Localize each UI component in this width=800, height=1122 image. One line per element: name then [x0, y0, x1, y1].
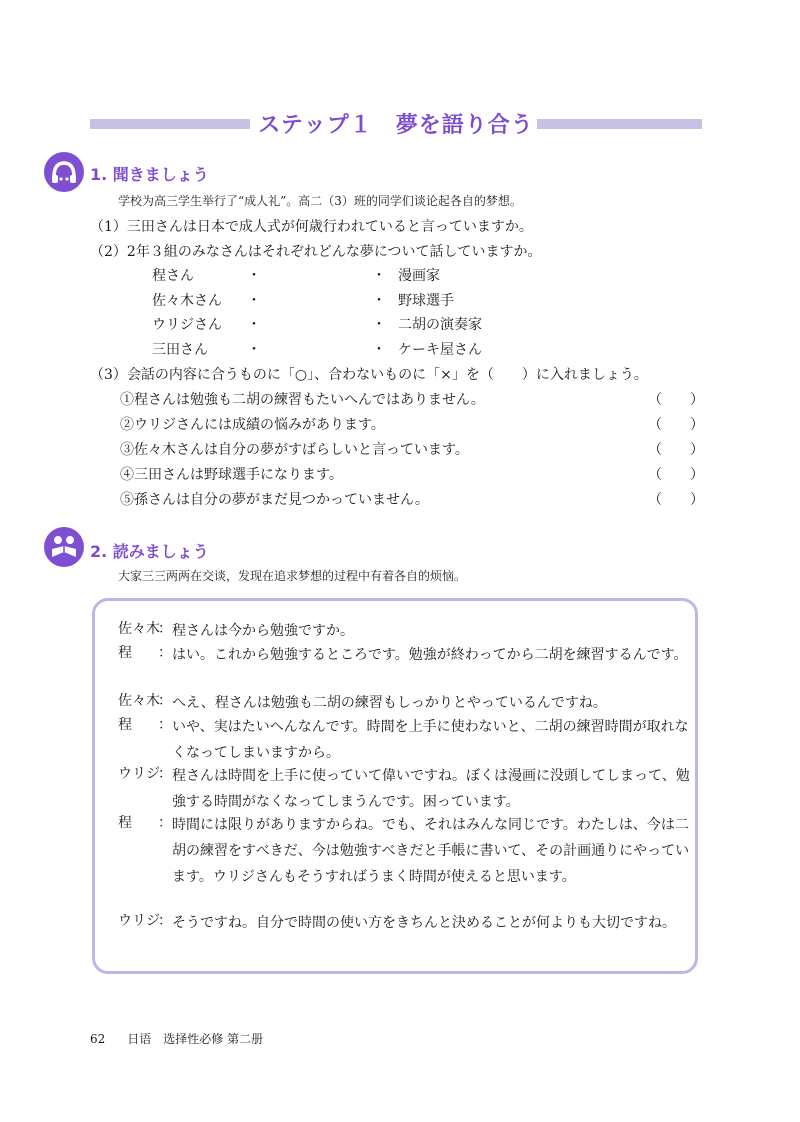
utterance: そうですね。自分で時間の使い方をきちんと決めることが何よりも大切ですね。 — [172, 915, 676, 931]
utterance: はい。これから勉強するところです。勉強が終わってから二胡を練習するんです。 — [172, 647, 688, 663]
speaker-colon: ： — [158, 621, 172, 637]
step-title-bar — [90, 108, 702, 142]
utterance: 時間には限りがありますからね。でも、それはみんな同じです。わたしは、今は二胡の練習をすべきだ、今は勉強すべきだと手帳に書いて、その計画通りにやっています。ウリジさんもそうすればうまく時間が使えると思います。 — [172, 817, 690, 885]
speaker: 程 — [118, 645, 132, 661]
dialog-line — [118, 642, 692, 668]
speaker-colon: ： — [158, 815, 172, 831]
answer-blank-1[interactable]: （ ） — [648, 392, 704, 408]
match-dot-left: ・ — [247, 317, 261, 333]
listen-icon — [44, 152, 84, 192]
section-1-heading: 1. 聞きましょう — [90, 165, 209, 184]
statement-5: ⑤孫さんは自分の夢がまだ見つかっていません。 — [120, 492, 429, 508]
match-dream: 漫画家 — [398, 268, 440, 284]
speaker-colon: ： — [158, 693, 172, 709]
dialog-line — [118, 763, 692, 815]
answer-blank-3[interactable]: （ ） — [648, 442, 704, 458]
question-2: （2）2年３組のみなさんはそれぞれどんな夢について話していますか。 — [90, 244, 542, 260]
speaker: 程 — [118, 815, 132, 831]
statement-1: ①程さんは勉強も二胡の練習もたいへんではありません。 — [120, 392, 485, 408]
match-dot-right: ・ — [372, 268, 386, 284]
section-1-intro: 学校为高三学生举行了“成人礼”。高二（3）班的同学们谈论起各自的梦想。 — [118, 194, 522, 208]
answer-blank-5[interactable]: （ ） — [648, 492, 704, 508]
dialog-line — [118, 618, 692, 644]
match-dream: ケーキ屋さん — [398, 342, 482, 358]
match-dot-left: ・ — [247, 268, 261, 284]
dialog-line — [118, 714, 692, 766]
dialog-line — [118, 690, 692, 716]
statement-3: ③佐々木さんは自分の夢がすばらしいと言っています。 — [120, 442, 469, 458]
match-name: 程さん — [152, 268, 194, 284]
match-dot-right: ・ — [372, 317, 386, 333]
match-dot-right: ・ — [372, 293, 386, 309]
match-dream: 野球選手 — [398, 293, 454, 309]
match-dot-left: ・ — [247, 342, 261, 358]
statement-2: ②ウリジさんには成績の悩みがあります。 — [120, 417, 385, 433]
page-title: ステップ１ 夢を語り合う — [258, 113, 534, 138]
speaker-colon: ： — [158, 766, 172, 782]
utterance: 程さんは時間を上手に使っていて偉いですね。ぼくは漫画に没頭してしまって、勉強する時間がなくなってしまうんです。困っています。 — [172, 768, 690, 810]
speaker: ウリジ — [118, 913, 160, 929]
match-dot-left: ・ — [247, 293, 261, 309]
utterance: 程さんは今から勉強ですか。 — [172, 623, 354, 639]
section-2-heading: 2. 読みましょう — [90, 542, 209, 561]
match-name: 佐々木さん — [152, 293, 222, 309]
speaker: 程 — [118, 717, 132, 733]
question-1: （1）三田さんは日本で成人式が何歳行われていると言っていますか。 — [90, 219, 533, 235]
answer-blank-4[interactable]: （ ） — [648, 467, 704, 483]
match-name: ウリジさん — [152, 317, 222, 333]
match-dream: 二胡の演奏家 — [398, 317, 482, 333]
speaker: 佐々木 — [118, 621, 160, 637]
page-footer — [90, 1030, 263, 1047]
question-3: （3）会話の内容に合うものに「○」、合わないものに「×」を（ ）に入れましょう。 — [90, 367, 648, 383]
utterance: へえ、程さんは勉強も二胡の練習もしっかりとやっているんですね。 — [172, 695, 607, 711]
dialog-line — [118, 812, 692, 890]
section-2-intro: 大家三三两两在交谈，发现在追求梦想的过程中有着各自的烦恼。 — [118, 569, 467, 583]
book-title: 日语 选择性必修 第二册 — [127, 1032, 264, 1046]
match-name: 三田さん — [152, 342, 208, 358]
answer-blank-2[interactable]: （ ） — [648, 417, 704, 433]
statement-4: ④三田さんは野球選手になります。 — [120, 467, 343, 483]
speaker-colon: ： — [158, 645, 172, 661]
read-icon — [44, 527, 84, 567]
speaker-colon: ： — [158, 717, 172, 733]
utterance: いや、実はたいへんなんです。時間を上手に使わないと、二胡の練習時間が取れなくなってしまいますから。 — [172, 719, 689, 761]
speaker-colon: ： — [158, 913, 172, 929]
page-number: 62 — [90, 1032, 106, 1046]
speaker: 佐々木 — [118, 693, 160, 709]
speaker: ウリジ — [118, 766, 160, 782]
match-dot-right: ・ — [372, 342, 386, 358]
dialog-line — [118, 910, 692, 936]
title-rule-right — [537, 119, 702, 129]
